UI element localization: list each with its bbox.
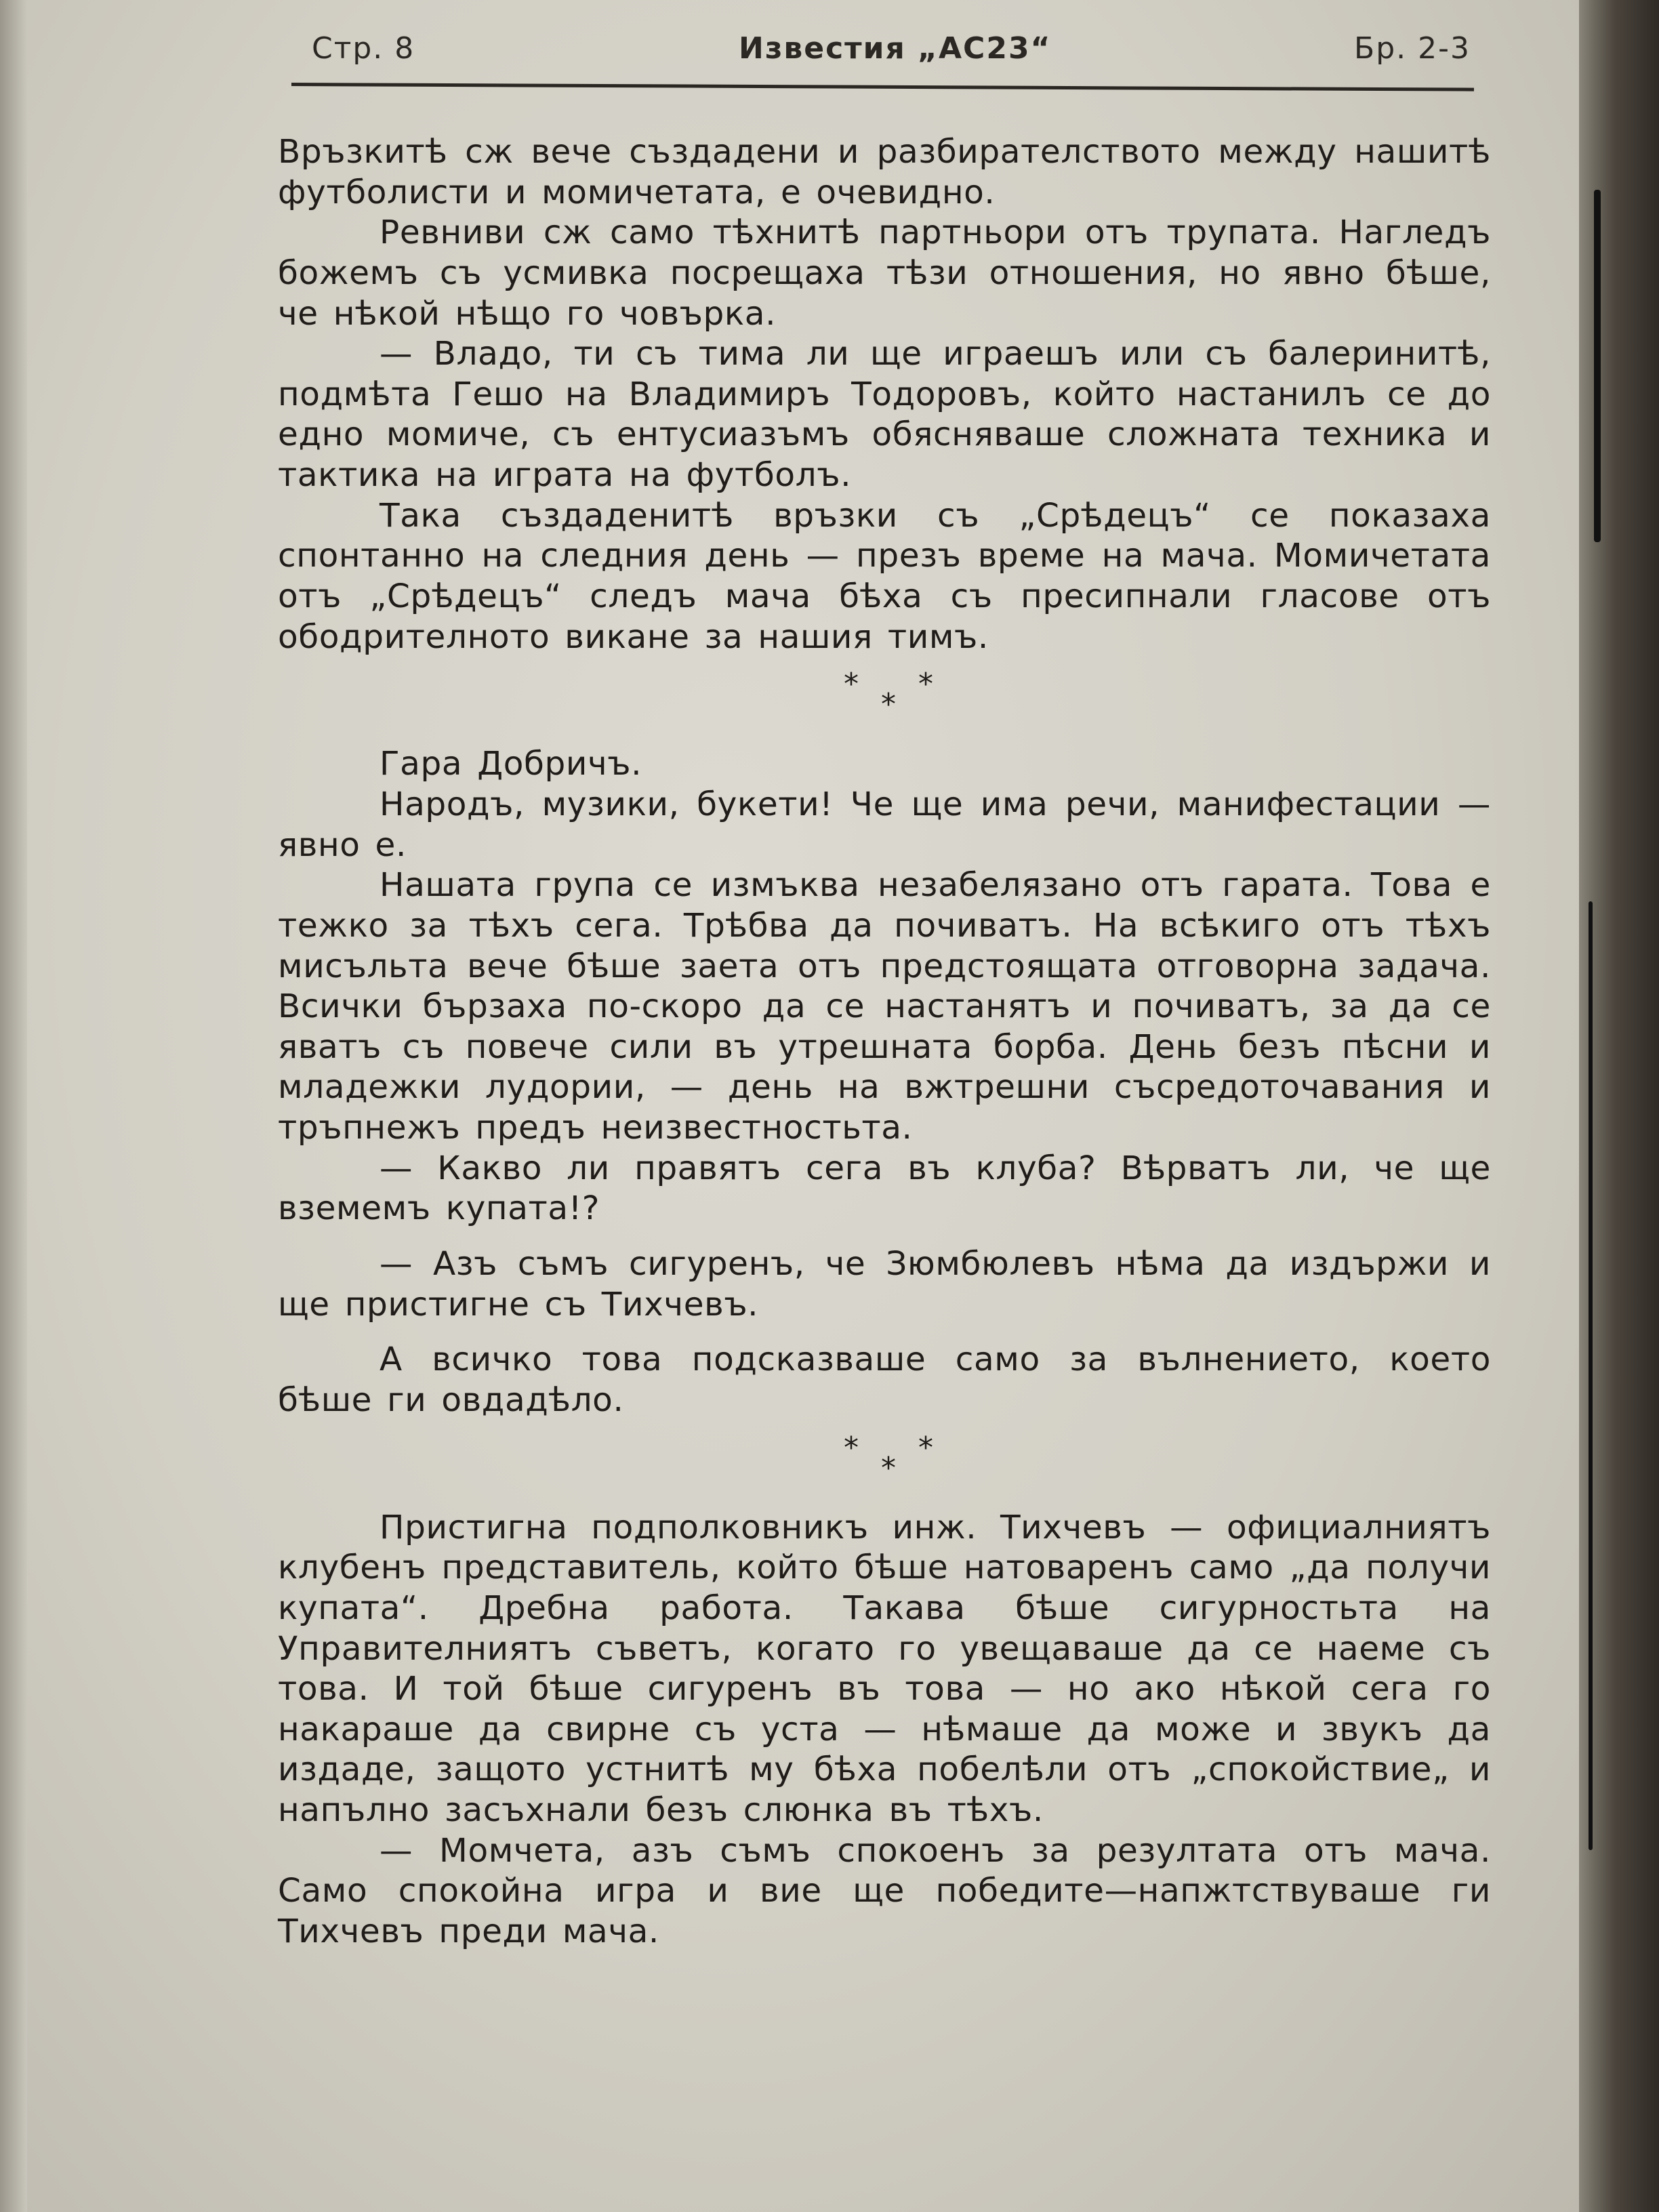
- separator-asterisk: *: [881, 1450, 904, 1486]
- separator-asterisk: *: [918, 667, 941, 702]
- running-head: [291, 31, 1471, 79]
- separator-asterisk: *: [844, 667, 867, 702]
- separator-asterisk: *: [918, 1430, 941, 1465]
- paragraph: Гара Добричъ.: [380, 745, 642, 783]
- paragraph: Народъ, музики, букети! Че ще има речи, манифестации — явно е.: [278, 785, 1491, 864]
- separator-asterisk: *: [881, 687, 904, 722]
- paragraph: А всичко това подсказваше само за вълнението, което бѣше ги овдадѣло.: [278, 1340, 1491, 1419]
- binding-thread: [1594, 190, 1601, 542]
- separator-asterisk: *: [844, 1430, 867, 1465]
- dialog-paragraph: — Момчета, азъ съмъ спокоенъ за резултата отъ мача. Само спокойна игра и вие ще победите—напжтствуваше ги Тихчевъ преди мача.: [278, 1831, 1491, 1950]
- paragraph: Нашата група се измъква незабелязано отъ гарата. Това е тежко за тѣхъ сега. Трѣбва да почиватъ. На всѣкиго отъ тѣхъ мисъльта вече бѣше заета отъ предстоящата отговорна задача. Всички бързаха по-скоро да се настанятъ и почиватъ, за да се яватъ съ повече сили въ утрешната борба. День безъ пѣсни и младежки лудории, — день на вжтрешни съсредоточавания и тръпнежъ предъ неизвестностьта.: [278, 866, 1491, 1147]
- paragraph: Връзкитѣ сж вече създадени и разбирателството между нашитѣ футболисти и момичетата, е очевидно.: [278, 133, 1491, 211]
- publication-title: Известия „АС23“: [739, 31, 1052, 66]
- book-page: [27, 0, 1579, 2212]
- page-left-edge: [0, 0, 27, 2212]
- issue-number: Бр. 2-3: [1354, 31, 1471, 66]
- paragraph: Пристигна подполковникъ инж. Тихчевъ — официалниятъ клубенъ представитель, който бѣше натоваренъ само „да получи купата“. Дребна работа. Такава бѣше сигурностьта на Управителниятъ съветъ, когато го увещаваше да се наеме съ това. И той бѣше сигуренъ въ това — но ако нѣкой сега го накараше да свирне съ уста — нѣмаше да може и звукъ да издаде, защото устнитѣ му бѣха побелѣли отъ „спокойствие„ и напълно засъхнали безъ слюнка въ тѣхъ.: [278, 1508, 1491, 1830]
- section-separator: [278, 1427, 1491, 1488]
- article-body: [278, 132, 1491, 1952]
- paragraph: Ревниви сж само тѣхнитѣ партньори отъ трупата. Нагледъ божемъ съ усмивка посрещаха тѣзи отношения, но явно бѣше, че нѣкой нѣщо го човърка.: [278, 213, 1491, 333]
- page-number: Стр. 8: [312, 31, 415, 66]
- header-rule: [291, 83, 1474, 91]
- dialog-paragraph: — Какво ли правятъ сега въ клуба? Вѣрватъ ли, че ще вземемъ купата!?: [278, 1149, 1491, 1228]
- dialog-paragraph: — Владо, ти съ тима ли ще играешъ или съ балеринитѣ, подмѣта Гешо на Владимиръ Тодоровъ, който настанилъ се до едно момиче, съ ентусиазъмъ обясняваше сложната техника и тактика на играта на футболъ.: [278, 335, 1491, 495]
- paragraph: Така създаденитѣ връзки съ „Срѣдецъ“ се показаха спонтанно на следния день — презъ време на мача. Момичетата отъ „Срѣдецъ“ следъ мача бѣха съ пресипнали гласове отъ ободрителното викане за нашия тимъ.: [278, 496, 1491, 656]
- dialog-paragraph: — Азъ съмъ сигуренъ, че Зюмбюлевъ нѣма да издържи и ще пристигне съ Тихчевъ.: [278, 1245, 1491, 1324]
- section-separator: [278, 663, 1491, 724]
- binding-thread: [1589, 901, 1593, 1850]
